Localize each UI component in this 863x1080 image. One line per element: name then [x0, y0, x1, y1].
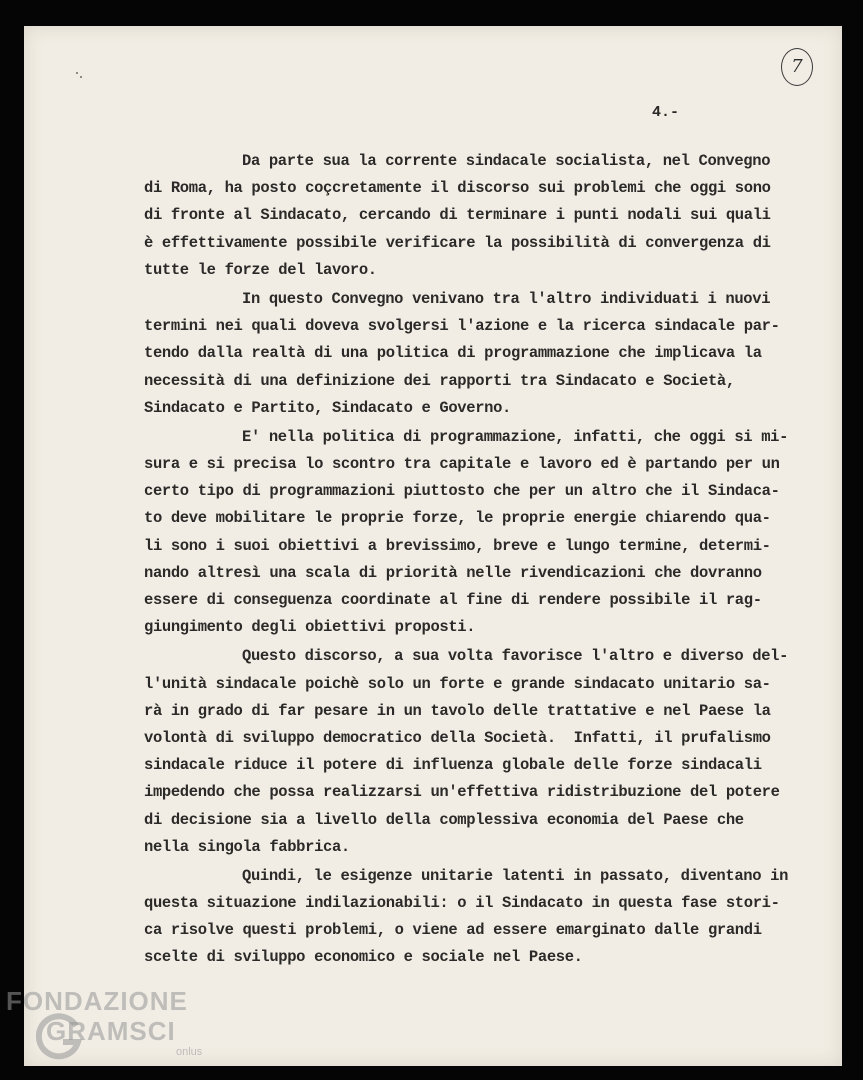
paragraph-line: termini nei quali doveva svolgersi l'azione e la ricerca sindacale par- — [144, 317, 780, 336]
paragraph-line: rà in grado di far pesare in un tavolo delle trattative e nel Paese la — [144, 701, 771, 720]
paragraph-first-line: In questo Convegno venivano tra l'altro individuati i nuovi — [242, 289, 771, 308]
watermark-line2: GRAMSCI — [46, 1016, 176, 1046]
page-number: 4.- — [652, 104, 680, 121]
paragraph-line: è effettivamente possibile verificare la possibilità di convergenza di — [144, 233, 771, 252]
document-page — [24, 26, 842, 1066]
fondazione-gramsci-watermark — [6, 986, 226, 1076]
paragraph-line: di decisione sia a livello della complessiva economia del Paese che — [144, 810, 744, 829]
paragraph-line: l'unità sindacale poichè solo un forte e grande sindacato unitario sa- — [144, 674, 771, 693]
paragraph-line: ca risolve questi problemi, o viene ad essere emarginato dalle grandi — [144, 921, 762, 940]
paragraph-line: questa situazione indilazionabili: o il Sindacato in questa fase stori- — [144, 894, 780, 913]
paragraph-line: sura e si precisa lo scontro tra capitale e lavoro ed è partando per un — [144, 455, 780, 474]
paragraph-line: di Roma, ha posto coçcretamente il discorso sui problemi che oggi sono — [144, 179, 771, 198]
paragraph-line: Sindacato e Partito, Sindacato e Governo. — [144, 398, 512, 417]
paragraph-first-line: Questo discorso, a sua volta favorisce l'altro e diverso del- — [242, 647, 789, 666]
paper-speck — [80, 76, 82, 78]
paragraph-first-line: Quindi, le esigenze unitarie latenti in passato, diventano in — [242, 866, 789, 885]
paragraph-line: sindacale riduce il potere di influenza globale delle forze sindacali — [144, 756, 762, 775]
paragraph-line: necessità di una definizione dei rapporti tra Sindacato e Società, — [144, 371, 735, 390]
paragraph-line: impedendo che possa realizzarsi un'effettiva ridistribuzione del potere — [144, 783, 780, 802]
paragraph-line: di fronte al Sindacato, cercando di terminare i punti nodali sui quali — [144, 206, 771, 225]
paragraph-line: essere di conseguenza coordinate al fine di rendere possibile il rag- — [144, 591, 762, 609]
paragraph-line: tutte le forze del lavoro. — [144, 260, 377, 279]
paragraph-line: to deve mobilitare le proprie forze, le proprie energie chiarendo qua- — [144, 509, 771, 528]
watermark-line1: FONDAZIONE — [6, 986, 188, 1016]
watermark-suffix: onlus — [176, 1046, 203, 1058]
paragraph-line: scelte di sviluppo economico e sociale nel Paese. — [144, 948, 583, 967]
paper-speck — [76, 72, 78, 74]
paragraph-line: giungimento degli obiettivi proposti. — [144, 618, 476, 637]
paragraph-first-line: Da parte sua la corrente sindacale socialista, nel Convegno — [242, 152, 771, 170]
paragraph-line: nella singola fabbrica. — [144, 837, 350, 856]
document-body — [144, 148, 844, 972]
paragraph-line: tendo dalla realtà di una politica di programmazione che implicava la — [144, 344, 762, 363]
paragraph-line: nando altresì una scala di priorità nelle rivendicazioni che dovranno — [144, 563, 762, 582]
archive-folio-mark: 7 — [781, 48, 813, 86]
paragraph-first-line: E' nella politica di programmazione, infatti, che oggi si mi- — [242, 427, 789, 446]
paragraph-line: certo tipo di programmazioni piuttosto che per un altro che il Sindaca- — [144, 482, 780, 501]
paragraph-line: volontà di sviluppo democratico della Società. Infatti, il prufalismo — [144, 728, 771, 747]
paragraph-line: li sono i suoi obiettivi a brevissimo, breve e lungo termine, determi- — [144, 536, 771, 555]
